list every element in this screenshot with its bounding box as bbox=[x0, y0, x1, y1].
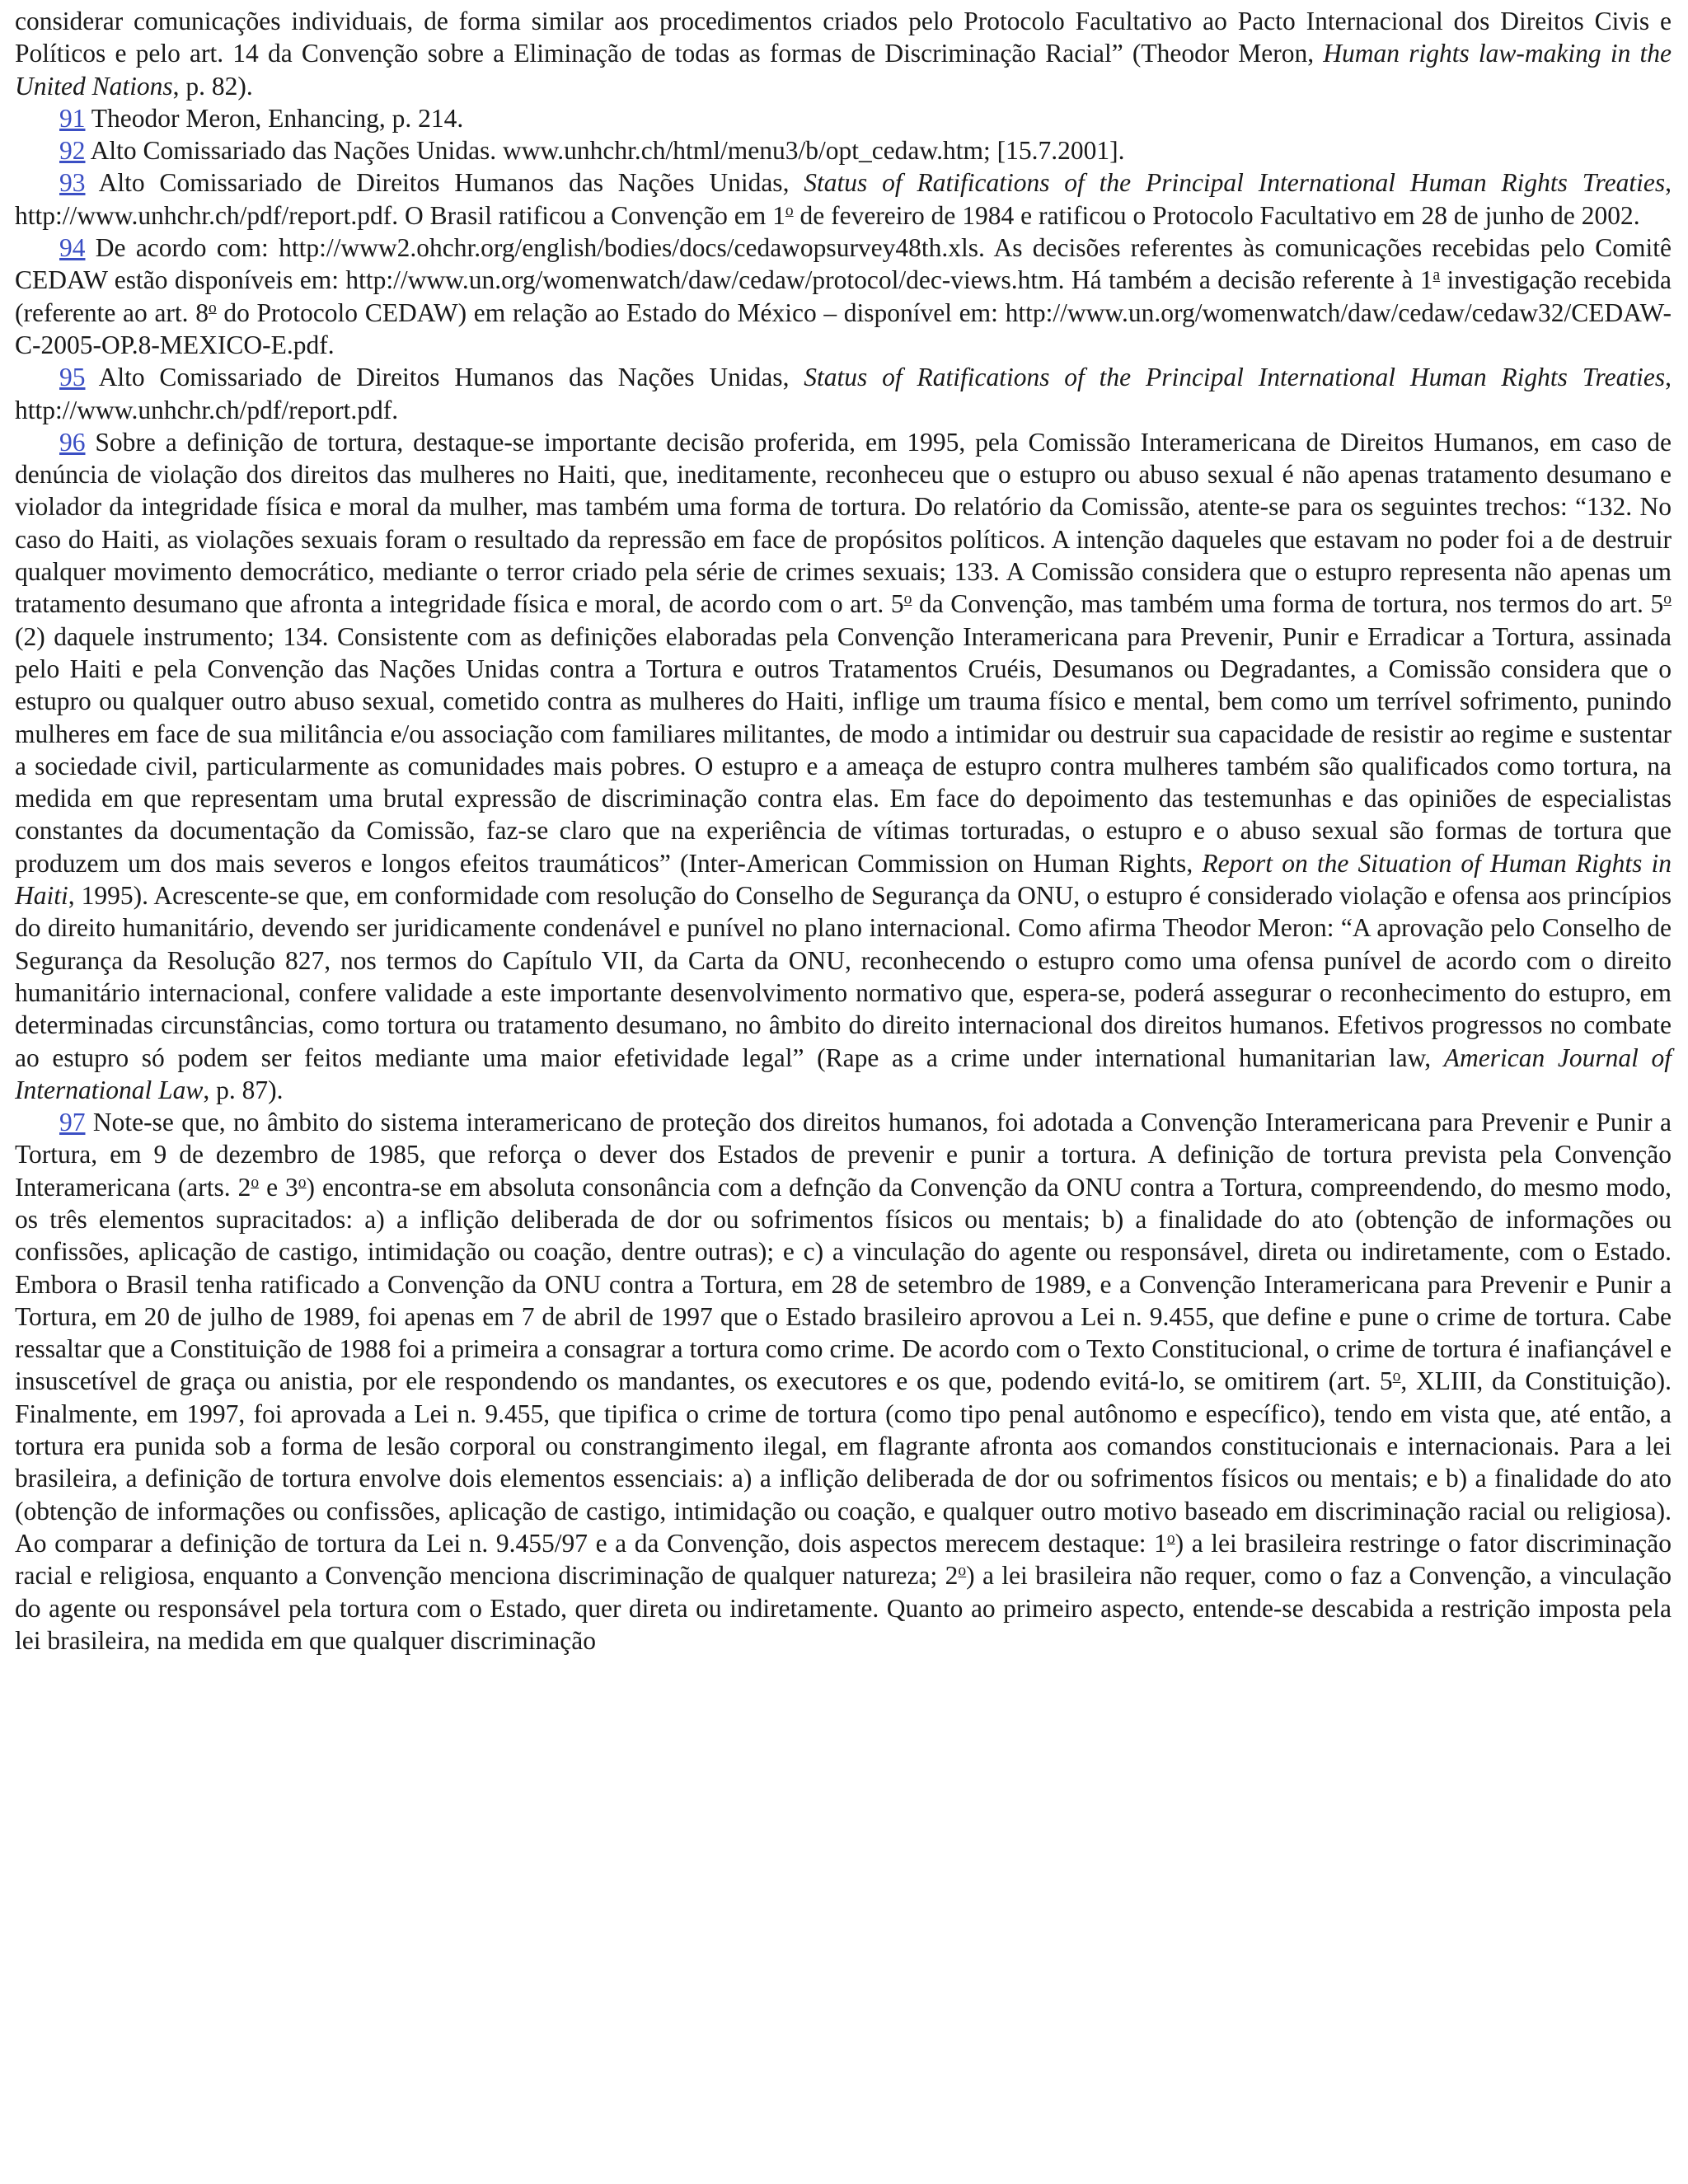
footnote-text: Alto Comissariado de Direitos Humanos das Nações Unidas, bbox=[85, 168, 804, 198]
footnotes-page bbox=[15, 5, 1672, 1657]
footnote-text: , http://www.unhchr.ch/pdf/report.pdf. bbox=[15, 363, 1672, 424]
ordinal-indicator: o bbox=[1663, 590, 1672, 608]
footnote-97 bbox=[15, 1106, 1672, 1657]
ordinal-indicator: o bbox=[1166, 1530, 1175, 1548]
footnote-text: Alto Comissariado das Nações Unidas. www.unhchr.ch/html/menu3/b/opt_cedaw.htm; [15.7.2001]. bbox=[85, 136, 1125, 166]
footnote-91 bbox=[15, 102, 1672, 134]
footnote-text: , XLIII, da Constituição). Finalmente, em 1997, foi aprovada a Lei n. 9.455, que tipifica o crime de tortura (como tipo penal autônomo e específico), tendo em vista que, até então, a tortura era punida sob a forma de lesão corporal ou constrangimento ilegal, em flagrante afronta aos comandos constitucionais e internacionais. Para a lei brasileira, a definição de tortura envolve dois elementos essenciais: a) a inflição deliberada de dor ou sofrimentos físicos ou mentais; e b) a finalidade do ato (obtenção de informações ou confissões, aplicação de castigo, intimidação ou coação, e qualquer outro motivo baseado em discriminação racial ou religiosa). Ao comparar a definição de tortura da Lei n. 9.455/97 e a da Convenção, dois aspectos merecem destaque: 1 bbox=[15, 1366, 1672, 1558]
italic-title: Human rights law-making in the United Nations bbox=[15, 39, 1672, 101]
footnote-ref-link[interactable]: 92 bbox=[59, 136, 86, 166]
footnote-93 bbox=[15, 166, 1672, 232]
footnote-text: Theodor Meron, Enhancing, p. 214. bbox=[85, 103, 464, 133]
footnote-text: , http://www.unhchr.ch/pdf/report.pdf. O Brasil ratificou a Convenção em 1 bbox=[15, 168, 1672, 230]
italic-title: American Journal of International Law bbox=[15, 1043, 1672, 1104]
ordinal-indicator: o bbox=[903, 590, 912, 608]
footnote-text: , p. 87). bbox=[203, 1075, 284, 1104]
footnote-text: , p. 82). bbox=[172, 71, 253, 101]
footnote-ref-link[interactable]: 97 bbox=[59, 1108, 86, 1137]
ordinal-indicator: a bbox=[1432, 266, 1441, 284]
footnote-text: e 3 bbox=[259, 1172, 298, 1202]
footnote-ref-link[interactable]: 93 bbox=[59, 168, 86, 198]
footnote-92 bbox=[15, 134, 1672, 166]
footnote-text: investigação recebida (referente ao art. 8 bbox=[15, 265, 1672, 327]
footnote-text: Sobre a definição de tortura, destaque-se importante decisão proferida, em 1995, pela Comissão Interamericana de Direitos Humanos, em caso de denúncia de violação dos direitos das mulheres no Haiti, que, ineditamente, reconheceu que o estupro ou abuso sexual é não apenas tratamento desumano e violador da integridade física e moral da mulher, mas também uma forma de tortura. Do relatório da Comissão, atente-se para os seguintes trechos: “132. No caso do Haiti, as violações sexuais foram o resultado da repressão em face de propósitos políticos. A intenção daqueles que estavam no poder foi a de destruir qualquer movimento democrático, mediante o terror criado pela série de crimes sexuais; 133. A Comissão considera que o estupro representa não apenas um tratamento desumano que afronta a integridade física e moral, de acordo com o art. 5 bbox=[15, 427, 1672, 619]
footnote-text: De acordo com: http://www2.ohchr.org/english/bodies/docs/cedawopsurvey48th.xls. As decisões referentes às comunicações recebidas pelo Comitê CEDAW estão disponíveis em: http://www.un.org/womenwatch/daw/cedaw/protocol/dec-views.htm. Há também a decisão referente à 1 bbox=[15, 233, 1672, 295]
ordinal-indicator: o bbox=[1392, 1367, 1401, 1385]
footnote-ref-link[interactable]: 96 bbox=[59, 427, 86, 457]
ordinal-indicator: o bbox=[208, 298, 217, 316]
italic-title: Status of Ratifications of the Principal International Human Rights Treaties bbox=[804, 363, 1666, 392]
footnote-ref-link[interactable]: 94 bbox=[59, 233, 86, 263]
footnote-ref-link[interactable]: 91 bbox=[59, 103, 86, 133]
ordinal-indicator: o bbox=[958, 1562, 967, 1580]
footnote-text: (2) daquele instrumento; 134. Consistente com as definições elaboradas pela Convenção Interamericana para Prevenir, Punir e Erradicar a Tortura, assinada pelo Haiti e pela Convenção das Nações Unidas contra a Tortura e outros Tratamentos Cruéis, Desumanos ou Degradantes, a Comissão considera que o estupro ou qualquer outro abuso sexual, cometido contra as mulheres do Haiti, inflige um trauma físico e mental, bem como um terrível sofrimento, punindo mulheres em face de sua militância e/ou associação com familiares militantes, de modo a intimidar ou destruir sua capacidade de resistir ao regime e sustentar a sociedade civil, particularmente as comunidades mais pobres. O estupro e a ameaça de estupro contra mulheres também são qualificados como tortura, na medida em que representam uma brutal expressão de discriminação contra elas. Em face do depoimento das testemunhas e das opiniões de especialistas constantes da documentação da Comissão, faz-se claro que na experiência de vítimas torturadas, o estupro e o abuso sexual são formas de tortura que produzem um dos mais severos e longos efeitos traumáticos” (Inter-American Commission on Human Rights, bbox=[15, 621, 1672, 878]
footnote-text: considerar comunicações individuais, de forma similar aos procedimentos criados pelo Protocolo Facultativo ao Pacto Internacional dos Direitos Civis e Políticos e pelo art. 14 da Convenção sobre a Eliminação de todas as formas de Discriminação Racial” (Theodor Meron, bbox=[15, 7, 1672, 68]
footnote-continuation bbox=[15, 5, 1672, 102]
footnote-ref-link[interactable]: 95 bbox=[59, 363, 86, 392]
footnote-text: Note-se que, no âmbito do sistema interamericano de proteção dos direitos humanos, foi adotada a Convenção Interamericana para Prevenir e Punir a Tortura, em 9 de dezembro de 1985, que reforça o dever dos Estados de prevenir e punir a tortura. A definição de tortura prevista pela Convenção Interamericana (arts. 2 bbox=[15, 1108, 1672, 1202]
footnote-96 bbox=[15, 426, 1672, 1106]
footnote-95 bbox=[15, 361, 1672, 426]
italic-title: Status of Ratifications of the Principal International Human Rights Treaties bbox=[804, 168, 1666, 198]
footnote-text: , 1995). Acrescente-se que, em conformidade com resolução do Conselho de Segurança da ONU, o estupro é considerado violação e ofensa aos princípios do direito humanitário, devendo ser juridicamente condenável e punível no plano internacional. Como afirma Theodor Meron: “A aprovação pelo Conselho de Segurança da Resolução 827, nos termos do Capítulo VII, da Carta da ONU, reconhecendo o estupro como uma ofensa punível de acordo com o direito humanitário internacional, confere validade a este importante desenvolvimento normativo que, espera-se, poderá assegurar o reconhecimento do estupro, em determinadas circunstâncias, como tortura ou tratamento desumano, no âmbito do direito internacional dos direitos humanos. Efetivos progressos no combate ao estupro só podem ser feitos mediante uma maior efetividade legal” (Rape as a crime under international humanitarian law, bbox=[15, 881, 1672, 1072]
footnote-94 bbox=[15, 232, 1672, 361]
ordinal-indicator: o bbox=[251, 1173, 260, 1191]
footnote-text: da Convenção, mas também uma forma de tortura, nos termos do art. 5 bbox=[912, 589, 1664, 619]
ordinal-indicator: o bbox=[298, 1173, 307, 1191]
footnote-text: de fevereiro de 1984 e ratificou o Protocolo Facultativo em 28 de junho de 2002. bbox=[793, 200, 1640, 230]
ordinal-indicator: o bbox=[785, 202, 794, 220]
footnote-text: ) encontra-se em absoluta consonância com a defnção da Convenção da ONU contra a Tortura, compreendendo, do mesmo modo, os três elementos supracitados: a) a inflição deliberada de dor ou sofrimentos físicos ou mentais; b) a finalidade do ato (obtenção de informações ou confissões, aplicação de castigo, intimidação ou coação, dentre outras); e c) a vinculação do agente ou responsável, direta ou indiretamente, com o Estado. Embora o Brasil tenha ratificado a Convenção da ONU contra a Tortura, em 28 de setembro de 1989, e a Convenção Interamericana para Prevenir e Punir a Tortura, em 20 de julho de 1989, foi apenas em 7 de abril de 1997 que o Estado brasileiro aprovou a Lei n. 9.455, que define e pune o crime de tortura. Cabe ressaltar que a Constituição de 1988 foi a primeira a consagrar a tortura como crime. De acordo com o Texto Constitucional, o crime de tortura é inafiançável e insuscetível de graça ou anistia, por ele respondendo os mandantes, os executores e os que, podendo evitá-lo, se omitirem (art. 5 bbox=[15, 1172, 1672, 1396]
footnote-text: Alto Comissariado de Direitos Humanos das Nações Unidas, bbox=[85, 363, 804, 392]
italic-title: Report on the Situation of Human Rights in Haiti bbox=[15, 848, 1672, 911]
footnote-text: ) a lei brasileira não requer, como o faz a Convenção, a vinculação do agente ou responsável pela tortura com o Estado, quer direta ou indiretamente. Quanto ao primeiro aspecto, entende-se descabida a restrição imposta pela lei brasileira, na medida em que qualquer discriminação bbox=[15, 1561, 1672, 1655]
footnote-text: do Protocolo CEDAW) em relação ao Estado do México – disponível em: http://www.un.org/womenwatch/daw/cedaw/cedaw32/CEDAW-C-2005-OP.8-MEXICO-E.pdf. bbox=[15, 298, 1672, 359]
footnote-text: ) a lei brasileira restringe o fator discriminação racial e religiosa, enquanto a Convenção menciona discriminação de qualquer natureza; 2 bbox=[15, 1528, 1672, 1591]
